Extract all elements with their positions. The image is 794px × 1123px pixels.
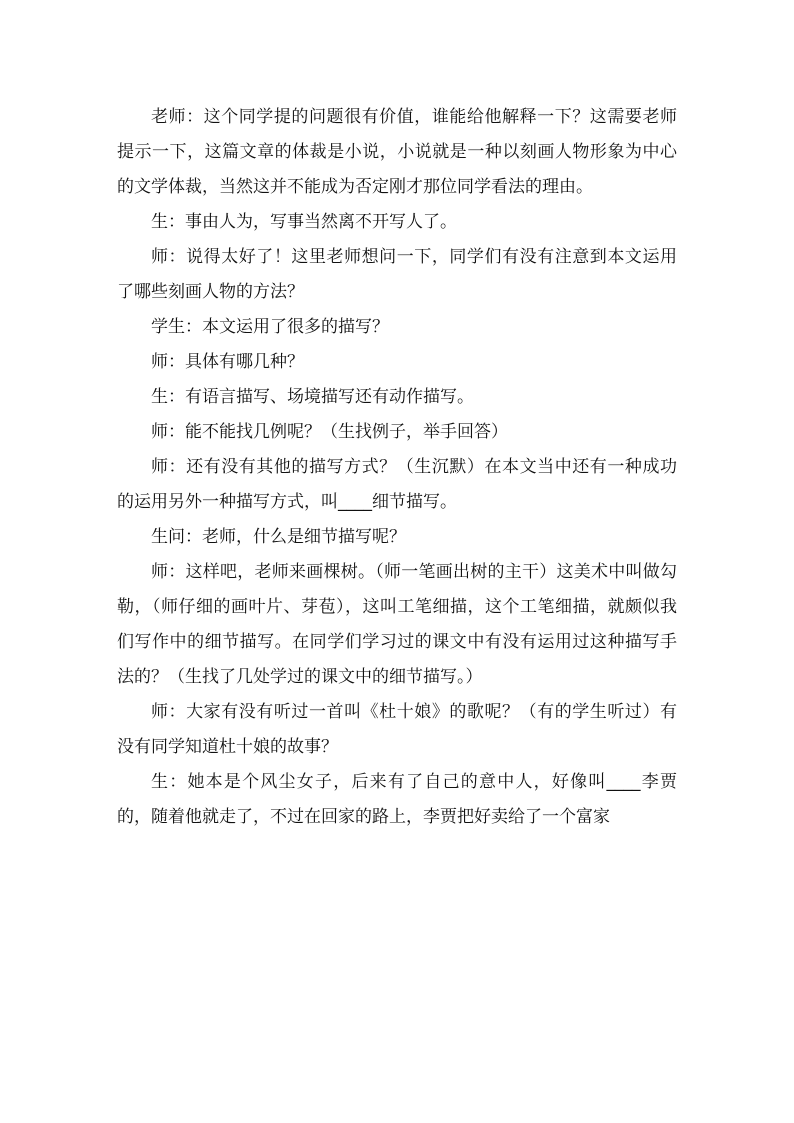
dialogue-paragraph: 学生：本文运用了很多的描写？ (151, 317, 389, 337)
dialogue-paragraph: 师：还有没有其他的描写方式？（生沉默）在本文当中还有一种成功的运用另外一种描写方式，叫____细节描写。 (117, 457, 677, 512)
dialogue-paragraph: 生：她本是个风尘女子，后来有了自己的意中人，好像叫____李贾的，随着他就走了，不过在回家的路上，李贾把好卖给了一个富家 (117, 772, 677, 827)
dialogue-paragraph: 生问：老师，什么是细节描写呢？ (151, 527, 406, 547)
dialogue-paragraph: 师：具体有哪几种？ (151, 352, 304, 372)
dialogue-paragraph: 师：说得太好了！这里老师想问一下，同学们有没有注意到本文运用了哪些刻画人物的方法？ (117, 247, 677, 302)
dialogue-paragraph: 老师：这个同学提的问题很有价值，谁能给他解释一下？这需要老师提示一下，这篇文章的体裁是小说，小说就是一种以刻画人物形象为中心的文学体裁，当然这并不能成为否定刚才那位同学看法的理由。 (117, 107, 677, 197)
dialogue-paragraph: 师：大家有没有听过一首叫《杜十娘》的歌呢？（有的学生听过）有没有同学知道杜十娘的故事？ (117, 702, 677, 757)
dialogue-paragraph: 生：有语言描写、场境描写还有动作描写。 (151, 387, 474, 407)
dialogue-paragraph: 师：这样吧，老师来画棵树。（师一笔画出树的主干）这美术中叫做勾勒，（师仔细的画叶片、芽苞），这叫工笔细描，这个工笔细描，就颇似我们写作中的细节描写。在同学们学习过的课文中有没有运用过这种描写手法的？（生找了几处学过的课文中的细节描写。） (117, 562, 677, 687)
dialogue-paragraph: 生：事由人为，写事当然离不开写人了。 (151, 212, 457, 232)
document-body (117, 100, 677, 835)
dialogue-paragraph: 师：能不能找几例呢？（生找例子，举手回答） (151, 422, 508, 442)
